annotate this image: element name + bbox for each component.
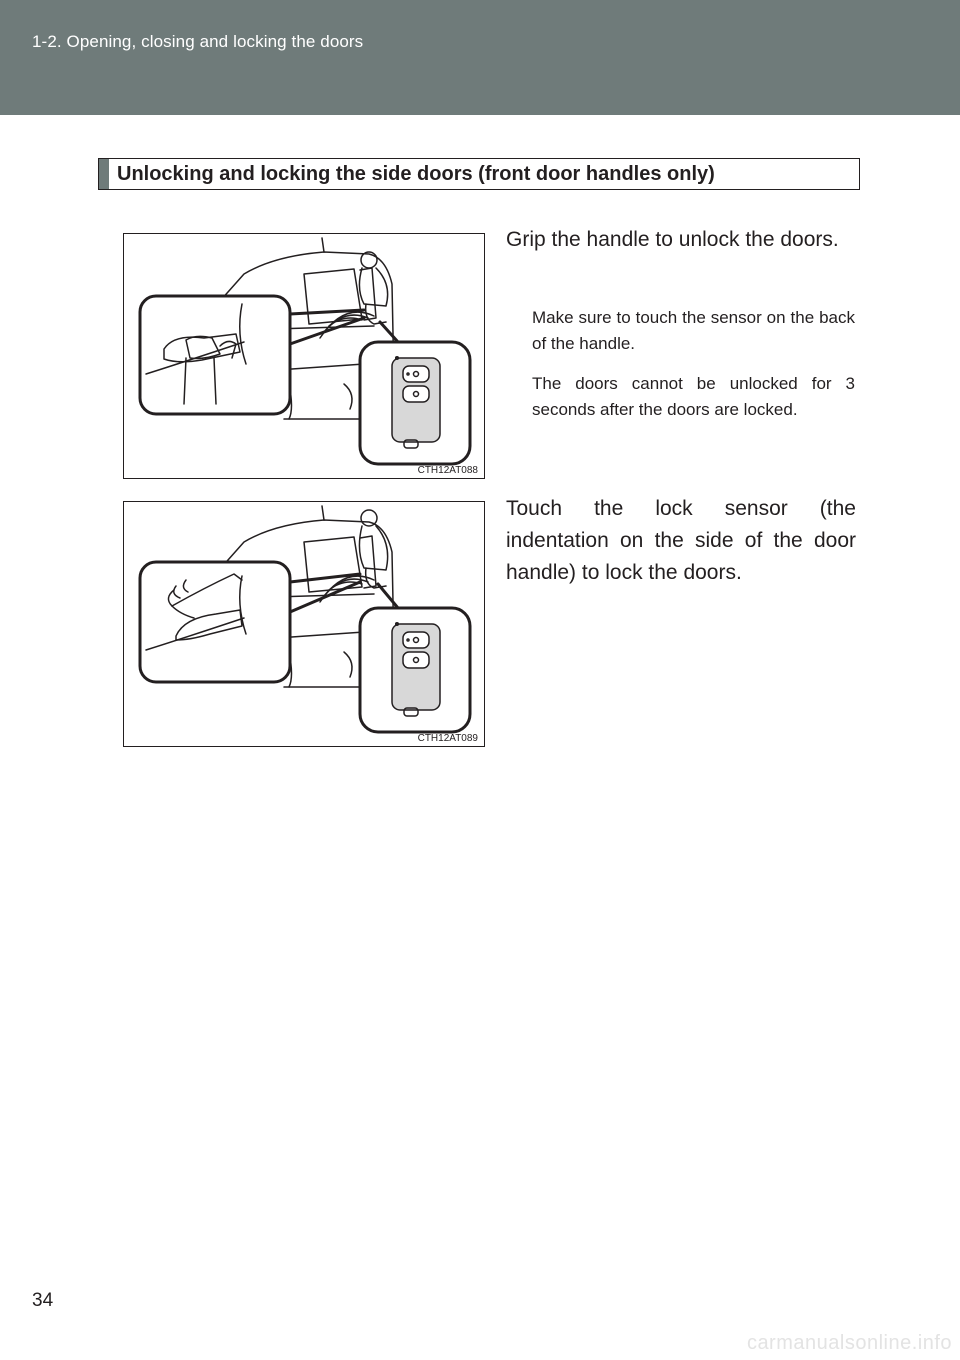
figure-code-1: CTH12AT088 [417,465,478,476]
page-header [0,0,960,115]
heading-accent-bar [99,159,109,189]
step-1-note-1: Make sure to touch the sensor on the back of the handle. [532,308,855,353]
section-heading [98,158,860,190]
unlock-illustration-drawing [124,234,484,478]
step-2-text: Touch the lock sensor (the indentation on the side of the door handle) to lock the doors. [506,497,856,584]
step-1-note-2: The doors cannot be unlocked for 3 seconds after the doors are locked. [532,374,855,419]
figure-unlock-illustration [123,233,485,479]
figure-lock-illustration [123,501,485,747]
section-title: Unlocking and locking the side doors (front door handles only) [117,163,715,185]
section-breadcrumb: 1-2. Opening, closing and locking the doors [32,32,364,51]
lock-illustration-drawing [124,502,484,746]
figure-code-2: CTH12AT089 [417,733,478,744]
watermark: carmanualsonline.info [746,1332,952,1354]
step-1-text: Grip the handle to unlock the doors. [506,228,839,251]
page-number: 34 [32,1290,54,1311]
